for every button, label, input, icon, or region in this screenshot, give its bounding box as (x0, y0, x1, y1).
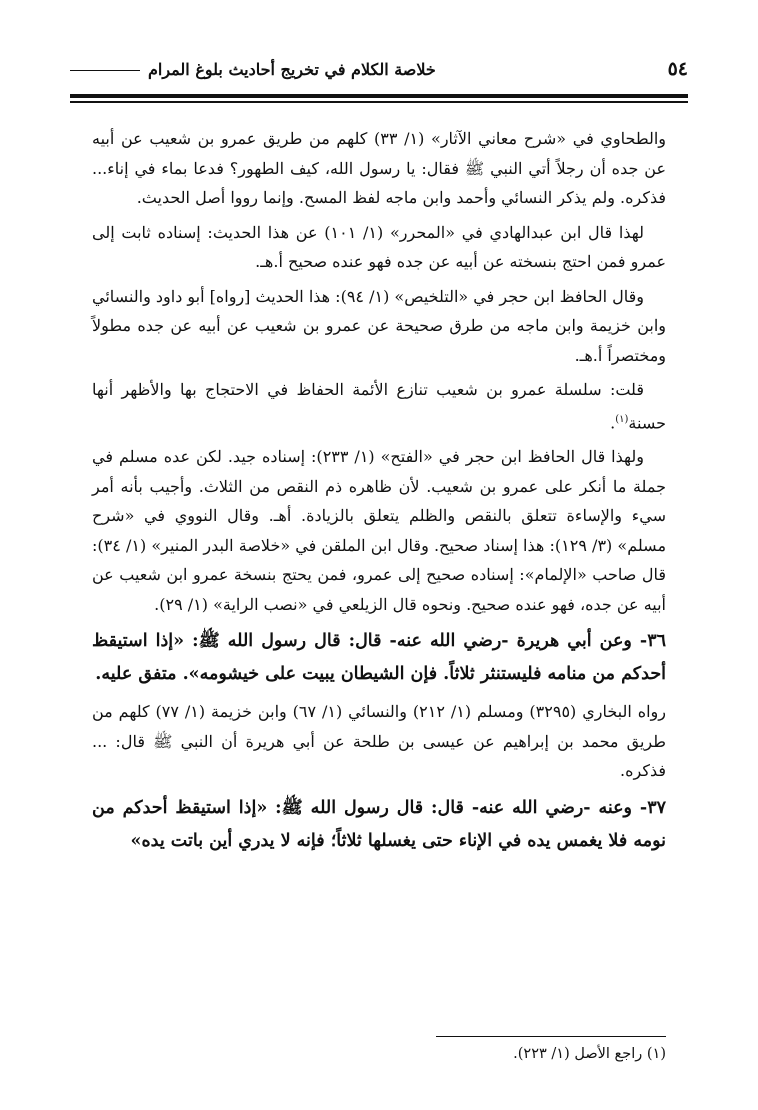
header-rule-thin (70, 101, 688, 103)
footnote-marker: (١) (615, 413, 629, 425)
footnote: (١) راجع الأصل (١/ ٢٢٣). (513, 1046, 666, 1062)
title-dash (70, 70, 140, 71)
paragraph-qultu-text: قلت: سلسلة عمرو بن شعيب تنازع الأئمة الحفاظ في الاحتجاج بها والأظهر أنها حسنة (92, 380, 666, 432)
page-header (70, 52, 688, 92)
paragraph-ibn-abdulhadi: لهذا قال ابن عبدالهادي في «المحرر» (١/ ١٠١) عن هذا الحديث: إسناده ثابت إلى عمرو فمن احتج بنسخته عن أبيه عن جده فهو عنده صحيح أ.هـ. (92, 222, 666, 271)
page-body (92, 124, 666, 864)
hadith-37: ٣٧- وعنه -رضي الله عنه- قال: قال رسول الله ﷺ: «إذا استيقظ أحدكم من نومه فلا يغمس يده في الإناء حتى يغسلها ثلاثاً؛ فإنه لا يدري أين باتت يده» (92, 797, 666, 851)
takhrij-36: رواه البخاري (٣٢٩٥) ومسلم (١/ ٢١٢) والنسائي (١/ ٦٧) وابن خزيمة (١/ ٧٧) كلهم من طريق محمد بن إبراهيم عن عيسى بن طلحة عن أبي هريرة أن النبي ﷺ قال: ... فذكره. (92, 702, 667, 781)
paragraph-ibn-hajar-fath: ولهذا قال الحافظ ابن حجر في «الفتح» (١/ ٢٣٣): إسناده جيد. لكن عده مسلم في جملة ما أنكر على عمرو بن شعيب. لأن ظاهره ذم النقص من الثلاث. وأجيب بأنه أمر سيء والإساءة تتعلق بالنقص والظلم يتعلق بالزيادة. أهـ. وقال النووي في «شرح مسلم» (٣/ ١٢٩): هذا إسناد صحيح. وقال ابن الملقن في «خلاصة البدر المنير» (١/ ٣٤): قال صاحب «الإلمام»: إسناده صحيح إلى عمرو، فمن يحتج بنسخة عمرو ابن شعيب عن أبيه عن جده، فهو عنده صحيح. ونحوه قال الزيلعي في «نصب الراية» (١/ ٢٩). (92, 447, 667, 614)
running-title (70, 60, 436, 79)
paragraph-tahawi: والطحاوي في «شرح معاني الآثار» (١/ ٣٣) كلهم من طريق عمرو بن شعيب عن أبيه عن جده أن رجلاً أتي النبي ﷺ فقال: يا رسول الله، كيف الطهور؟ فدعا بماء في إناء... فذكره. ولم يذكر النسائي وأحمد وابن ماجه لفظ المسح. وإنما رووا أصل الحديث. (92, 129, 667, 207)
footnote-separator (436, 1036, 666, 1037)
running-title-text: خلاصة الكلام في تخريج أحاديث بلوغ المرام (148, 60, 436, 79)
header-rule-thick (70, 94, 688, 98)
paragraph-ibn-hajar-talkhis: وقال الحافظ ابن حجر في «التلخيص» (١/ ٩٤): هذا الحديث [رواه] أبو داود والنسائي وابن خزيمة وابن ماجه من طرق صحيحة عن عمرو بن شعيب عن أبيه عن جده مطولاً ومختصراً أ.هـ. (92, 286, 666, 365)
page-number: ٥٤ (667, 58, 688, 80)
paragraph-qultu: قلت: سلسلة عمرو بن شعيب تنازع الأئمة الحفاظ في الاحتجاج بها والأظهر أنها حسنة$^{(١)}$. (92, 380, 666, 432)
hadith-36: ٣٦- وعن أبي هريرة -رضي الله عنه- قال: قال رسول الله ﷺ: «إذا استيقظ أحدكم من منامه فليستنثر ثلاثاً. فإن الشيطان يبيت على خيشومه». متفق عليه. (92, 631, 666, 685)
